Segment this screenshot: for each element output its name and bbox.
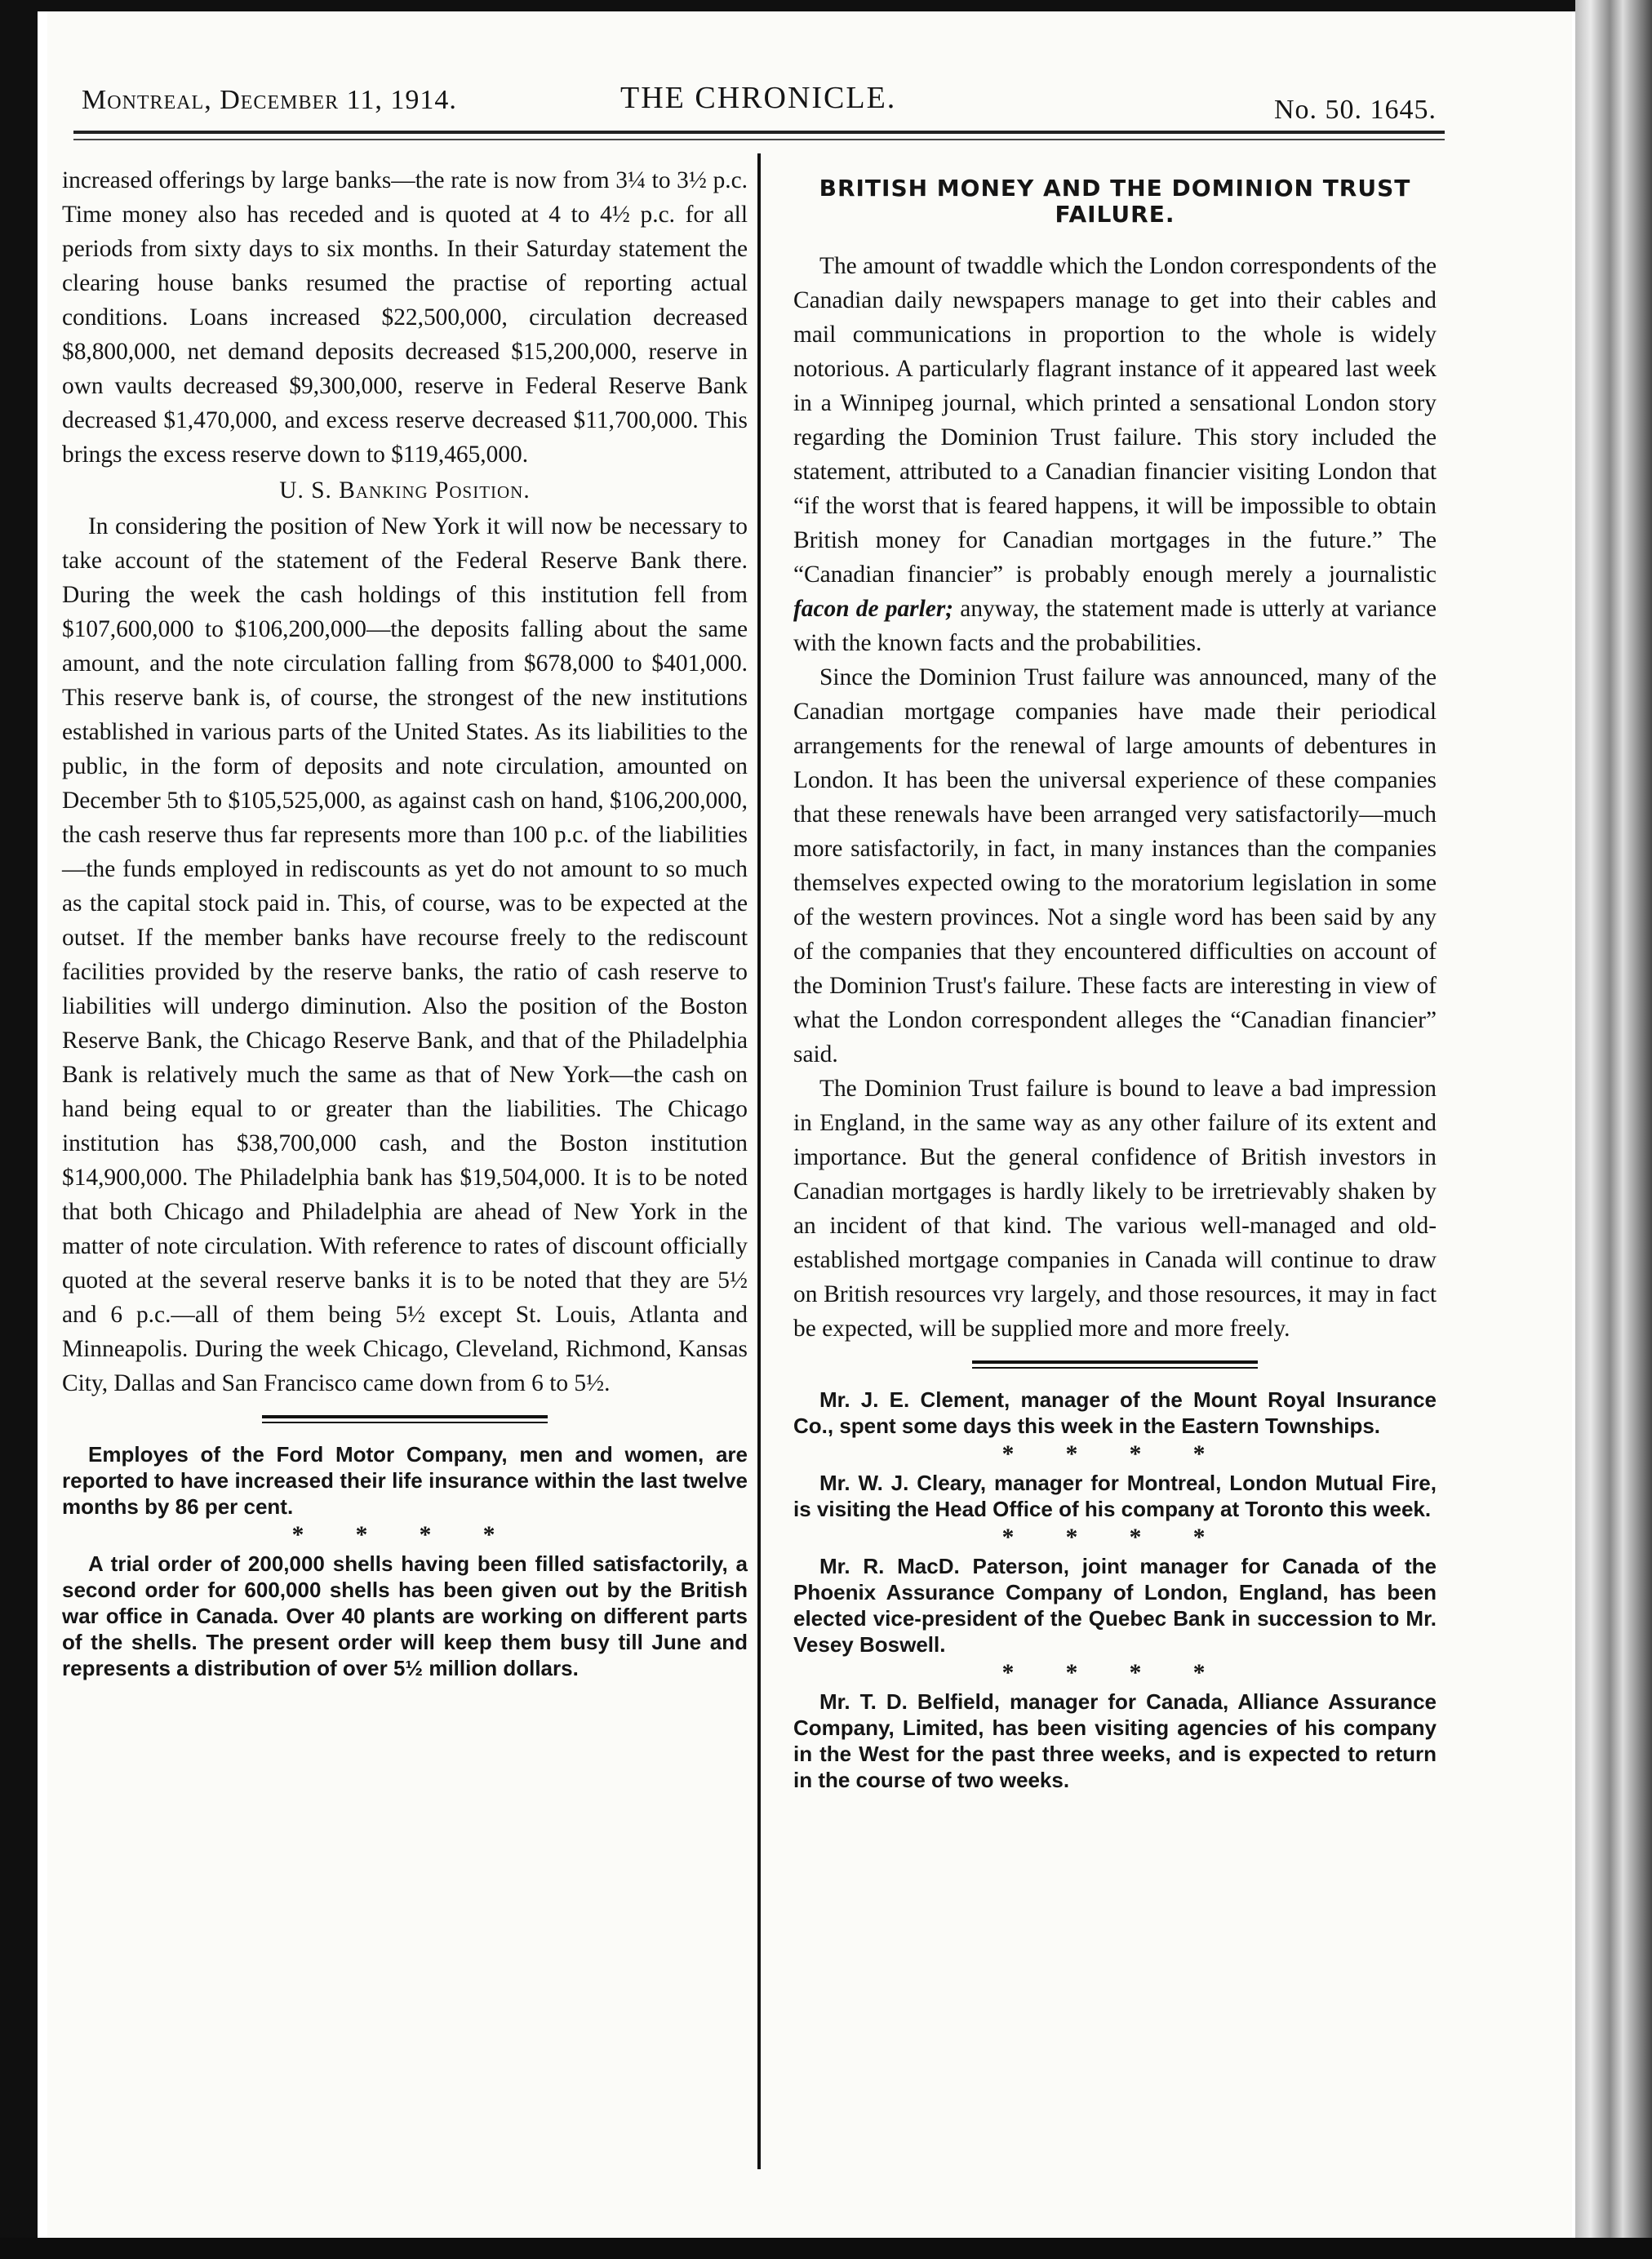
section-divider <box>972 1360 1258 1369</box>
page-header <box>82 78 1437 127</box>
section-subhead: U. S. Banking Position. <box>279 477 531 504</box>
star-separator: * * * * <box>1001 1441 1228 1467</box>
news-item-cleary: Mr. W. J. Cleary, manager for Montreal, London Mutual Fire, is visiting the Head Office of his company at Toronto this week. <box>793 1471 1437 1521</box>
dateline: Montreal, December 11, 1914. <box>82 85 457 115</box>
star-separator: * * * * <box>291 1522 518 1548</box>
masthead-title: THE CHRONICLE. <box>620 81 897 115</box>
paragraph-text: The amount of twaddle which the London correspondents of the Canadian daily newspapers manage to get into their cables and mail communications in proportion to the whole is widely notorious. A particularly flagrant instance of it appeared last week in a Winnipeg journal, which printed a sensational London story regarding the Dominion Trust failure. This story included the statement, attributed to a Canadian financier visiting London that “if the worst that is feared happens, it will be impossible to obtain British money for Canadian mortgages in the future.” The “Canadian financier” is probably enough merely a journalistic <box>793 253 1437 588</box>
right-column <box>793 175 1437 1793</box>
scan-border-bottom <box>0 2238 1652 2259</box>
scan-border-top <box>0 0 1652 11</box>
header-rule <box>73 131 1445 134</box>
paragraph-confidence: The Dominion Trust failure is bound to leave a bad impression in England, in the same way as any other failure of its extent and importance. But the general confidence of British investors in Canadian mortgages is hardly likely to be irretrievably shaken by an incident of that kind. The various well-managed and old-established mortgage companies in Canada will continue to draw on British resources vry largely, and those resources, it may in fact be expected, will be supplied more and more freely. <box>793 1076 1437 1342</box>
news-item-ford: Employes of the Ford Motor Company, men and women, are reported to have increased their life insurance within the last twelve months by 86 per cent. <box>62 1442 748 1519</box>
paragraph-text: anyway, the statement made is utterly at variance with the known facts and the probabilities. <box>793 596 1437 656</box>
news-item-shells: A trial order of 200,000 shells having been filled satisfactorily, a second order for 600,000 shells has been given out by the British war office in Canada. Over 40 plants are working on different parts of the shells. The present order will keep them busy till June and represents a distribution of over 5½ million dollars. <box>62 1551 748 1680</box>
book-edge <box>1575 0 1652 2259</box>
column-divider <box>757 153 761 2169</box>
paragraph-banking-position: In considering the position of New York it will now be necessary to take account of the statement of the Federal Reserve Bank there. During the week the cash holdings of this institution fell from $107,600,000 to $106,200,000—the deposits falling about the same amount, and the note circulation falling from $678,000 to $401,000. This reserve bank is, of course, the strongest of the new institutions established in various parts of the United States. As its liabilities to the public, in the form of deposits and note circulation, amounted on December 5th to $105,525,000, as against cash on hand, $106,200,000, the cash reserve thus far represents more than 100 p.c. of the liabilities—the funds employed in rediscounts as yet do not amount to so much as the capital stock paid in. This, of course, was to be expected at the outset. If the member banks have recourse freely to the rediscount facilities provided by the reserve banks, the ratio of cash reserve to liabilities will undergo diminution. Also the position of the Boston Reserve Bank, the Chicago Reserve Bank, and that of the Philadelphia Bank is relatively much the same as that of New York—the cash on hand being equal to or greater than the liabilities. The Chicago institution has $38,700,000 cash, and the Boston institution $14,900,000. The Philadelphia bank has $19,504,000. It is to be noted that both Chicago and Philadelphia are ahead of New York in the matter of note circulation. With reference to rates of discount officially quoted at the several reserve banks it is to be noted that they are 5½ and 6 p.c.—all of them being 5½ except St. Louis, Atlanta and Minneapolis. During the week Chicago, Cleveland, Richmond, Kansas City, Dallas and San Francisco came down from 6 to 5½. <box>62 513 748 1396</box>
news-item-belfield: Mr. T. D. Belfield, manager for Canada, Alliance Assurance Company, Limited, has been visiting agencies of his company in the West for the past three weeks, and is expected to return in the course of two weeks. <box>793 1689 1437 1792</box>
italic-phrase: facon de parler; <box>793 596 954 622</box>
news-item-paterson: Mr. R. MacD. Paterson, joint manager for Canada of the Phoenix Assurance Company of London, England, has been elected vice-president of the Quebec Bank in succession to Mr. Vesey Boswell. <box>793 1554 1437 1657</box>
paragraph-money-rates: increased offerings by large banks—the rate is now from 3¼ to 3½ p.c. Time money also has receded and is quoted at 4 to 4½ p.c. for all periods from sixty days to six months. In their Saturday statement the clearing house banks resumed the practise of reporting actual conditions. Loans increased $22,500,000, circulation decreased $8,800,000, net demand deposits decreased $15,200,000, reserve in own vaults decreased $9,300,000, reserve in Federal Reserve Bank decreased $1,470,000, and excess reserve decreased $11,700,000. This brings the excess reserve down to $119,465,000. <box>62 167 748 468</box>
news-item-clement: Mr. J. E. Clement, manager of the Mount Royal Insurance Co., spent some days this week in the Eastern Townships. <box>793 1387 1437 1438</box>
scan-border-left <box>0 0 38 2259</box>
header-rule-thin <box>73 139 1445 140</box>
issue-number: No. 50. 1645. <box>1273 95 1437 125</box>
paragraph-twaddle <box>793 249 1437 660</box>
section-divider <box>262 1415 548 1423</box>
left-column <box>62 163 748 1681</box>
paragraph-renewals: Since the Dominion Trust failure was announced, many of the Canadian mortgage companies have made their periodical arrangements for the renewal of large amounts of debentures in London. It has been the universal experience of these companies that these renewals have been arranged very satisfactorily—much more satisfactorily, in fact, in many instances than the companies themselves expected owing to the moratorium legislation in some of the western provinces. Not a single word has been said by any of the companies that they encountered difficulties on account of the Dominion Trust's failure. These facts are interesting in view of what the London correspondent alleges the “Canadian financier” said. <box>793 664 1437 1067</box>
article-headline: BRITISH MONEY AND THE DOMINION TRUST FAILURE. <box>819 175 1411 228</box>
star-separator: * * * * <box>1001 1524 1228 1551</box>
star-separator: * * * * <box>1001 1660 1228 1686</box>
